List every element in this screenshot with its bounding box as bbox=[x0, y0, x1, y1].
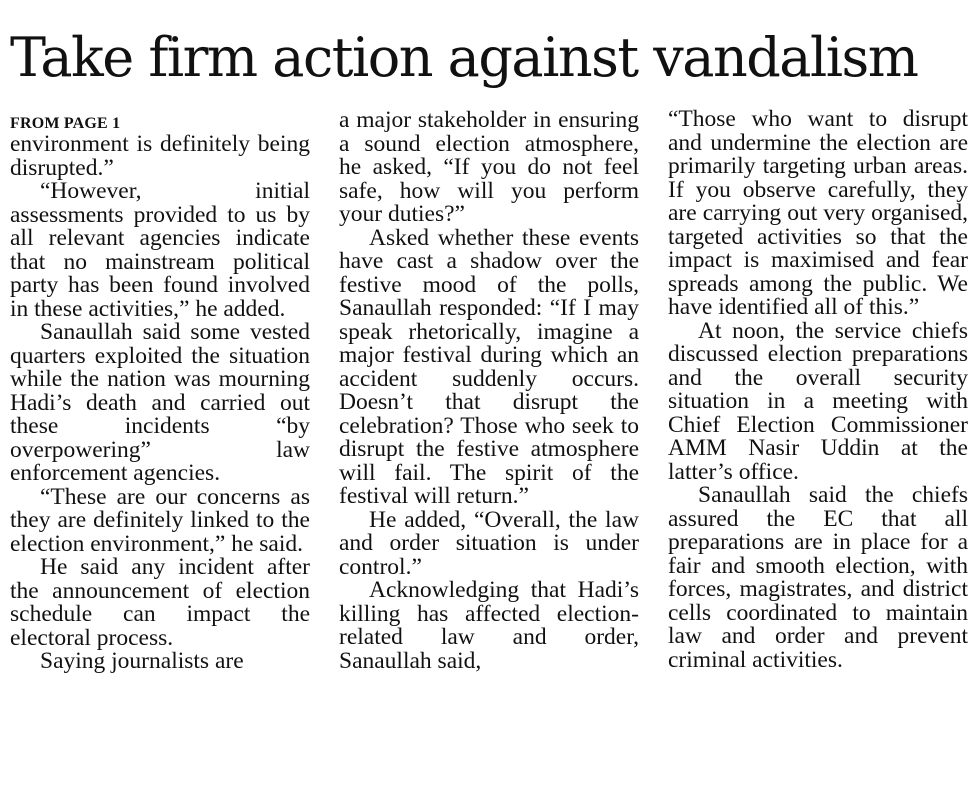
continuation-kicker: FROM PAGE 1 bbox=[10, 115, 121, 132]
article-paragraph: Sanaullah said some vested quarters exploited the situation while the nation was mourning Hadi’s death and carried out these incidents “by overpowering” law enforcement agencies. bbox=[10, 319, 310, 486]
article-column-1 bbox=[10, 110, 310, 674]
article-paragraph: At noon, the service chiefs discussed election preparations and the overall security situation in a meeting with Chief Election Commissioner AMM Nasir Uddin at the latter’s office. bbox=[668, 317, 968, 485]
article-column-2 bbox=[339, 109, 639, 673]
article-paragraph: Asked whether these events have cast a shadow over the festive mood of the polls, Sanaullah responded: “If I may speak rhetorically, imagine a major festival during which an accident suddenly occurs. Doesn’t that disrupt the celebration? Those who seek to disrupt the festive atmosphere will fail. The spirit of the festival will return.” bbox=[339, 224, 639, 509]
article-paragraph: environment is definitely being disrupted.” bbox=[10, 131, 310, 181]
article-paragraph: Acknowledging that Hadi’s killing has affected election-related law and order, Sanaullah said, bbox=[339, 577, 639, 674]
headline: Take firm action against vandalism bbox=[10, 26, 918, 89]
article-paragraph: “These are our concerns as they are definitely linked to the election environment,” he said. bbox=[10, 483, 310, 557]
article-paragraph: Sanaullah said the chiefs assured the EC that all preparations are in place for a fair and smooth election, with forces, magistrates, and district cells coordinated to maintain law and order and prevent criminal activities. bbox=[668, 482, 968, 673]
article-column-3 bbox=[668, 108, 968, 672]
article-paragraph: “However, initial assessments provided to us by all relevant agencies indicate that no mainstream political party has been found involved in these activities,” he added. bbox=[10, 178, 310, 322]
article-paragraph: “Those who want to disrupt and undermine the election are primarily targeting urban areas. If you observe carefully, they are carrying out very organised, targeted activities so that the impact is maximised and fear spreads among the public. We have identified all of this.” bbox=[668, 106, 968, 320]
article-paragraph: a major stakeholder in ensuring a sound election atmosphere, he asked, “If you do not feel safe, how will you perform your duties?” bbox=[339, 107, 639, 227]
article-paragraph: He said any incident after the announcement of election schedule can impact the electoral process. bbox=[10, 554, 310, 651]
article-paragraph: He added, “Overall, the law and order situation is under control.” bbox=[339, 506, 639, 580]
article-paragraph: Saying journalists are bbox=[40, 648, 244, 674]
